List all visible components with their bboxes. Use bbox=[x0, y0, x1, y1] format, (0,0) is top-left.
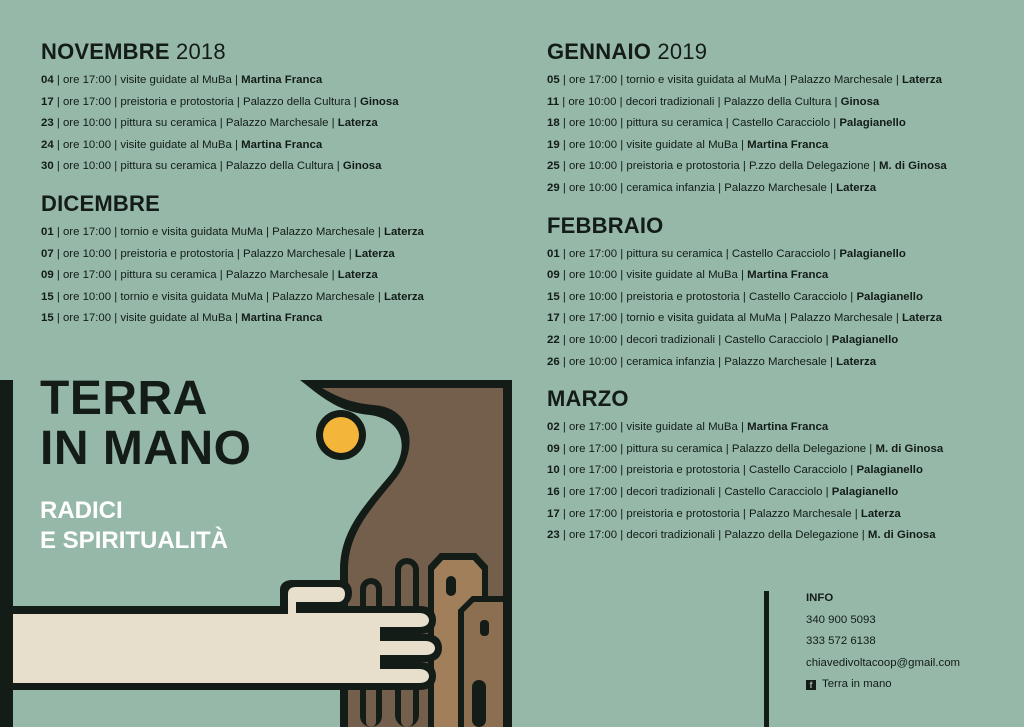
event-day: 01 bbox=[41, 225, 54, 238]
month-title: FEBBRAIO bbox=[547, 212, 664, 238]
event-day: 16 bbox=[547, 485, 560, 498]
info-divider bbox=[764, 591, 769, 727]
event-row bbox=[547, 308, 1007, 330]
event-place: Martina Franca bbox=[241, 312, 323, 325]
event-day: 22 bbox=[547, 333, 560, 346]
event-details: | ore 17:00 | tornio e visita guidata al MuMa | Palazzo Marchesale | bbox=[562, 74, 899, 86]
event-place: M. di Ginosa bbox=[879, 160, 947, 173]
event-details: | ore 17:00 | preistoria e protostoria | Palazzo Marchesale | bbox=[562, 507, 858, 520]
event-day: 15 bbox=[41, 290, 54, 303]
event-row bbox=[547, 265, 1007, 287]
event-place: Martina Franca bbox=[241, 138, 323, 151]
month-marzo bbox=[547, 385, 1007, 547]
event-row bbox=[41, 244, 511, 266]
event-place: Martina Franca bbox=[747, 269, 829, 282]
info-title: INFO bbox=[806, 592, 834, 604]
event-details: | ore 10:00 | visite guidate al MuBa | bbox=[562, 138, 744, 151]
event-row bbox=[547, 417, 1007, 439]
event-row bbox=[547, 439, 1007, 461]
event-place: Ginosa bbox=[840, 95, 880, 108]
event-row bbox=[547, 244, 1007, 266]
event-day: 18 bbox=[547, 117, 560, 130]
event-day: 26 bbox=[547, 355, 560, 368]
event-day: 17 bbox=[547, 507, 560, 520]
event-details: | ore 17:00 | tornio e visita guidata MuMa | Palazzo Marchesale | bbox=[56, 225, 381, 238]
poster-subtitle: RADICI E SPIRITUALITÀ bbox=[40, 497, 229, 554]
event-day: 07 bbox=[41, 247, 54, 260]
event-place: Laterza bbox=[836, 181, 877, 194]
event-day: 17 bbox=[41, 95, 54, 108]
month-title: DICEMBRE bbox=[41, 190, 160, 216]
event-details: | ore 10:00 | tornio e visita guidata MuMa | Palazzo Marchesale | bbox=[56, 290, 381, 303]
event-details: | ore 10:00 | ceramica infanzia | Palazzo Marchesale | bbox=[562, 355, 833, 368]
facebook-icon: f bbox=[806, 680, 816, 690]
event-place: Martina Franca bbox=[747, 421, 829, 434]
event-place: Laterza bbox=[384, 290, 424, 303]
event-place: Palagianello bbox=[839, 247, 906, 260]
event-place: Laterza bbox=[836, 355, 877, 368]
event-place: Laterza bbox=[384, 225, 424, 238]
event-place: Palagianello bbox=[856, 464, 923, 477]
event-day: 15 bbox=[547, 290, 560, 303]
event-row bbox=[547, 92, 1007, 114]
event-day: 09 bbox=[547, 269, 560, 282]
month-gennaio bbox=[547, 38, 1007, 200]
event-row bbox=[547, 352, 1007, 374]
event-row bbox=[547, 70, 1007, 92]
event-row bbox=[547, 525, 1007, 547]
event-details: | ore 10:00 | decori tradizionali | Palazzo della Cultura | bbox=[562, 95, 838, 108]
event-place: M. di Ginosa bbox=[867, 529, 936, 542]
event-place: Ginosa bbox=[359, 95, 399, 108]
event-details: | ore 10:00 | preistoria e protostoria | P.zzo della Delegazione | bbox=[562, 160, 876, 173]
event-day: 24 bbox=[41, 138, 54, 151]
month-dicembre bbox=[41, 190, 511, 330]
event-details: | ore 10:00 | pittura su ceramica | Palazzo Marchesale | bbox=[56, 117, 335, 130]
poster-title: TERRA IN MANO bbox=[40, 372, 252, 475]
event-place: Laterza bbox=[354, 247, 395, 260]
month-febbraio bbox=[547, 212, 1007, 374]
event-day: 15 bbox=[41, 312, 54, 325]
event-row bbox=[547, 330, 1007, 352]
event-details: | ore 17:00 | visite guidate al MuBa | bbox=[56, 312, 238, 325]
phone-1[interactable]: 340 900 5093 bbox=[806, 613, 876, 626]
event-place: M. di Ginosa bbox=[875, 442, 944, 455]
event-details: | ore 17:00 | decori tradizionali | Palazzo della Delegazione | bbox=[562, 529, 865, 542]
event-day: 09 bbox=[41, 269, 54, 282]
month-novembre bbox=[41, 38, 511, 178]
month-title: GENNAIO 2019 bbox=[547, 39, 708, 64]
event-details: | ore 17:00 | pittura su ceramica | Palazzo Marchesale | bbox=[56, 269, 335, 282]
event-row bbox=[547, 287, 1007, 309]
event-place: Palagianello bbox=[839, 117, 906, 130]
left-schedule-column bbox=[41, 38, 511, 342]
event-day: 01 bbox=[547, 247, 560, 260]
event-row bbox=[547, 178, 1007, 200]
event-details: | ore 10:00 | visite guidate al MuBa | bbox=[562, 269, 744, 282]
event-place: Martina Franca bbox=[747, 138, 829, 151]
event-details: | ore 17:00 | decori tradizionali | Castello Caracciolo | bbox=[562, 485, 829, 498]
event-place: Laterza bbox=[902, 74, 942, 86]
event-place: Laterza bbox=[902, 312, 942, 325]
event-details: | ore 17:00 | preistoria e protostoria | Palazzo della Cultura | bbox=[56, 95, 357, 108]
event-details: | ore 17:00 | visite guidate al MuBa | bbox=[56, 74, 238, 86]
event-row bbox=[547, 504, 1007, 526]
phone-2[interactable]: 333 572 6138 bbox=[806, 635, 876, 648]
event-row bbox=[547, 460, 1007, 482]
event-details: | ore 17:00 | pittura su ceramica | Castello Caracciolo | bbox=[562, 247, 837, 260]
event-day: 29 bbox=[547, 181, 560, 194]
event-day: 05 bbox=[547, 74, 560, 86]
event-row bbox=[41, 135, 511, 157]
event-row bbox=[41, 265, 511, 287]
event-row bbox=[41, 92, 511, 114]
event-details: | ore 17:00 | preistoria e protostoria | Castello Caracciolo | bbox=[562, 464, 854, 477]
right-schedule-column bbox=[547, 38, 1007, 559]
event-row bbox=[547, 482, 1007, 504]
event-details: | ore 17:00 | visite guidate al MuBa | bbox=[562, 421, 744, 434]
event-row bbox=[41, 113, 511, 135]
event-place: Laterza bbox=[337, 117, 378, 130]
left-border bbox=[0, 380, 13, 727]
event-place: Martina Franca bbox=[241, 74, 323, 86]
event-row bbox=[547, 135, 1007, 157]
event-day: 23 bbox=[41, 117, 54, 130]
facebook-link[interactable]: f Terra in mano bbox=[806, 674, 960, 696]
event-place: Palagianello bbox=[831, 485, 899, 498]
event-row bbox=[41, 156, 511, 178]
sun bbox=[323, 417, 359, 453]
event-place: Laterza bbox=[337, 269, 378, 282]
event-place: Palagianello bbox=[831, 333, 899, 346]
month-title: NOVEMBRE 2018 bbox=[41, 39, 226, 64]
event-day: 17 bbox=[547, 312, 560, 325]
event-details: | ore 10:00 | preistoria e protostoria | Palazzo Marchesale | bbox=[56, 247, 352, 260]
event-details: | ore 17:00 | pittura su ceramica | Palazzo della Delegazione | bbox=[562, 442, 873, 455]
event-details: | ore 10:00 | decori tradizionali | Castello Caracciolo | bbox=[562, 333, 829, 346]
event-day: 11 bbox=[547, 95, 560, 108]
event-row bbox=[41, 222, 511, 244]
event-row bbox=[547, 156, 1007, 178]
event-row bbox=[41, 308, 511, 330]
event-day: 10 bbox=[547, 464, 560, 477]
info-block bbox=[806, 588, 960, 696]
month-title: MARZO bbox=[547, 386, 629, 412]
event-day: 04 bbox=[41, 74, 54, 86]
event-day: 25 bbox=[547, 160, 560, 173]
event-details: | ore 10:00 | pittura su ceramica | Palazzo della Cultura | bbox=[56, 160, 340, 173]
email-link[interactable]: chiavedivoltacoop@gmail.com bbox=[806, 656, 961, 669]
event-details: | ore 10:00 | pittura su ceramica | Castello Caracciolo | bbox=[562, 117, 837, 130]
event-day: 02 bbox=[547, 421, 560, 434]
event-details: | ore 10:00 | preistoria e protostoria | Castello Caracciolo | bbox=[562, 290, 854, 303]
event-details: | ore 17:00 | tornio e visita guidata al MuMa | Palazzo Marchesale | bbox=[562, 312, 899, 325]
event-row bbox=[547, 113, 1007, 135]
event-details: | ore 10:00 | visite guidate al MuBa | bbox=[56, 138, 238, 151]
event-place: Ginosa bbox=[342, 160, 382, 173]
event-day: 30 bbox=[41, 160, 54, 173]
event-day: 23 bbox=[547, 529, 560, 542]
event-day: 19 bbox=[547, 138, 560, 151]
event-place: Laterza bbox=[860, 507, 901, 520]
event-details: | ore 10:00 | ceramica infanzia | Palazzo Marchesale | bbox=[562, 181, 833, 194]
event-row bbox=[41, 70, 511, 92]
event-row bbox=[41, 287, 511, 309]
event-day: 09 bbox=[547, 442, 560, 455]
event-place: Palagianello bbox=[856, 290, 923, 303]
